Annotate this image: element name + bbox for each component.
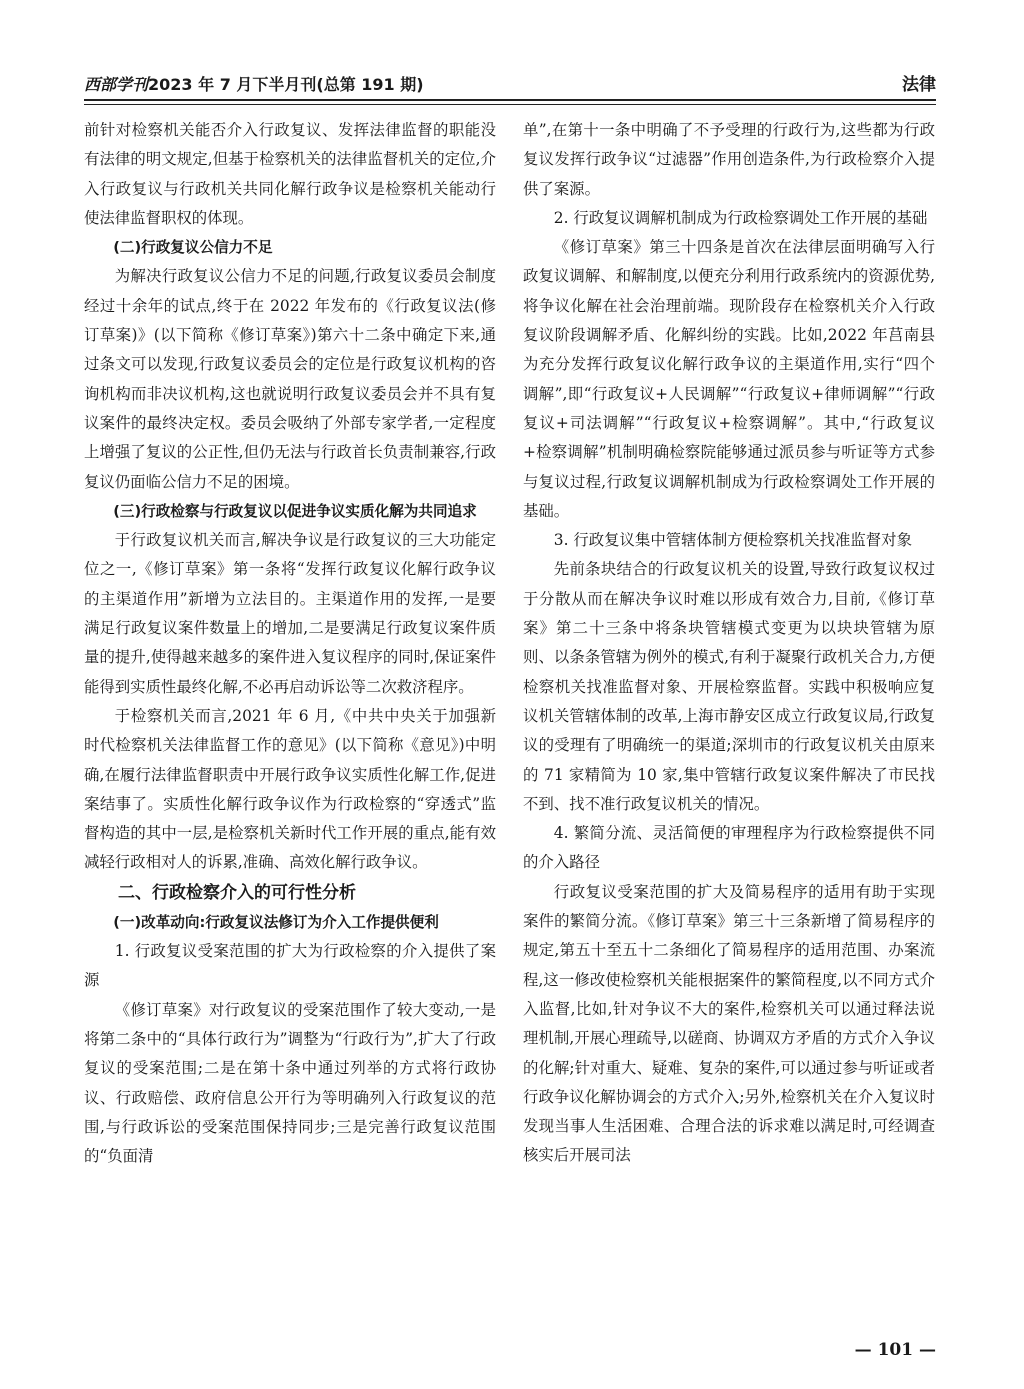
subsection-heading: (一)改革动向:行政复议法修订为介入工作提供便利 (113, 913, 439, 931)
paragraph: 1. 行政复议受案范围的扩大为行政检察的介入提供了案源 (84, 942, 496, 990)
page-number: — 101 — (854, 1340, 936, 1360)
issue-info: 2023 年 7 月下半月刊(总第 191 期) (148, 75, 424, 94)
paragraph: 先前条块结合的行政复议机关的设置,导致行政复议权过于分散从而在解决争议时难以形成有效合力,目前,《修订草案》第二十三条中将条块管辖模式变更为以块块管辖为原则、以条条管辖为例外的模式,有利于凝聚行政机关合力,方便检察机关找准监督对象、开展检察监督。实践中积极响应复议机关管辖体制的改革,上海市静安区成立行政复议局,行政复议的受理有了明确统一的渠道;深圳市的行政复议机关由原来的 71 家精简为 10 家,集中管辖行政复议案件解决了市民找不到、找不准行政复议机关的情况。 (523, 560, 935, 813)
subsection-heading: (三)行政检察与行政复议以促进争议实质化解为共同追求 (113, 502, 477, 520)
paragraph: 3. 行政复议集中管辖体制方便检察机关找准监督对象 (553, 531, 912, 550)
paragraph: 前针对检察机关能否介入行政复议、发挥法律监督的职能没有法律的明文规定,但基于检察机关的法律监督机关的定位,介入行政复议与行政机关共同化解行政争议是检察机关能动行使法律监督职权的体现。 (84, 121, 496, 227)
paragraph: 《修订草案》对行政复议的受案范围作了较大变动,一是将第二条中的“具体行政行为”调整为“行政行为”,扩大了行政复议的受案范围;二是在第十条中通过列举的方式将行政协议、行政赔偿、政府信息公开行为等明确列入行政复议的范围,与行政诉讼的受案范围保持同步;三是完善行政复议范围的“负面清 (84, 1000, 496, 1166)
paragraph: 行政复议受案范围的扩大及简易程序的适用有助于实现案件的繁简分流。《修订草案》第三十三条新增了简易程序的规定,第五十至五十二条细化了简易程序的适用范围、办案流程,这一修改使检察机关能根据案件的繁简程度,以不同方式介入监督,比如,针对争议不大的案件,检察机关可以通过释法说理机制,开展心理疏导,以磋商、协调双方矛盾的方式介入争议的化解;针对重大、疑难、复杂的案件,可以通过参与听证或者行政争议化解协调会的方式介入;另外,检察机关在介入复议时发现当事人生活困难、合理合法的诉求难以满足时,可经调查核实后开展司法 (523, 882, 935, 1165)
paragraph: 于检察机关而言,2021 年 6 月,《中共中央关于加强新时代检察机关法律监督工作的意见》(以下简称《意见》)中明确,在履行法律监督职责中开展行政争议实质性化解工作,促进案结事了。实质性化解行政争议作为行政检察的“穿透式”监督构造的其中一层,是检察机关新时代工作开展的重点,能有效减轻行政相对人的诉累,准确、高效化解行政争议。 (84, 706, 496, 872)
left-column (84, 116, 496, 1171)
section-label: 法律 (902, 75, 936, 95)
right-column (523, 116, 935, 1171)
journal-logo: 西部学刊 (84, 75, 149, 94)
paragraph: 于行政复议机关而言,解决争议是行政复议的三大功能定位之一,《修订草案》第一条将“发挥行政复议化解行政争议的主渠道作用”新增为立法目的。主渠道作用的发挥,一是要满足行政复议案件数量上的增加,二是要满足行政复议案件质量的提升,使得越来越多的案件进入复议程序的同时,保证案件能得到实质性最终化解,不必再启动诉讼等二次救济程序。 (84, 531, 496, 696)
running-header (84, 70, 936, 102)
section-heading: 二、行政检察介入的可行性分析 (118, 882, 356, 903)
paragraph: 为解决行政复议公信力不足的问题,行政复议委员会制度经过十余年的试点,终于在 2022 年发布的《行政复议法(修订草案)》(以下简称《修订草案》)第六十二条中确定下来,通过条文可以发现,行政复议委员会的定位是行政复议机构的咨询机构而非决议机构,这也就说明行政复议委员会并不具有复议案件的最终决定权。委员会吸纳了外部专家学者,一定程度上增强了复议的公正性,但仍无法与行政首长负责制兼容,行政复议仍面临公信力不足的困境。 (84, 267, 496, 491)
subsection-heading: (二)行政复议公信力不足 (113, 239, 273, 257)
paragraph: 单”,在第十一条中明确了不予受理的行政行为,这些都为行政复议发挥行政争议“过滤器”作用创造条件,为行政检察介入提供了案源。 (523, 121, 935, 198)
paragraph: 4. 繁简分流、灵活简便的审理程序为行政检察提供不同的介入路径 (523, 824, 935, 872)
header-rule-thin (84, 104, 936, 105)
header-rule-thick (84, 99, 936, 101)
journal-title (84, 70, 424, 100)
paragraph: 《修订草案》第三十四条是首次在法律层面明确写入行政复议调解、和解制度,以便充分利用行政系统内的资源优势,将争议化解在社会治理前端。现阶段存在检察机关介入行政复议阶段调解矛盾、化解纠纷的实践。比如,2022 年莒南县为充分发挥行政复议化解行政争议的主渠道作用,实行“四个调解”,即“行政复议+人民调解”“行政复议+律师调解”“行政复议+司法调解”“行政复议+检察调解”。其中,“行政复议+检察调解”机制明确检察院能够通过派员参与听证等方式参与复议过程,行政复议调解机制成为行政检察调处工作开展的基础。 (523, 238, 935, 520)
paragraph: 2. 行政复议调解机制成为行政检察调处工作开展的基础 (553, 208, 928, 227)
